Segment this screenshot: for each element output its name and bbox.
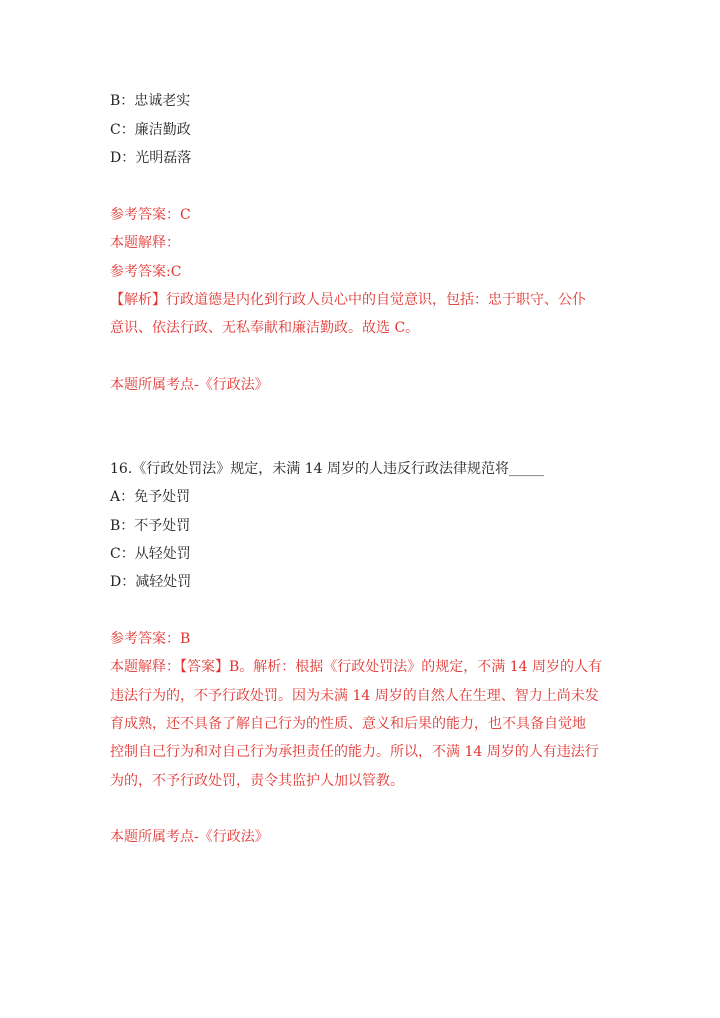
q15-answer: 参考答案：C xyxy=(110,207,191,223)
q15-explain-label: 本题解释： xyxy=(110,235,180,251)
q15-option-c: C：廉洁勤政 xyxy=(110,122,191,138)
q16-topic: 本题所属考点-《行政法》 xyxy=(110,829,269,845)
q16-explain-line-1: 本题解释：【答案】B。解析：根据《行政处罚法》的规定，不满 14 周岁的人有 xyxy=(110,659,603,675)
q15-analysis-line-1: 【解析】行政道德是内化到行政人员心中的自觉意识，包括：忠于职守、公仆 xyxy=(110,292,586,308)
q16-option-d: D：减轻处罚 xyxy=(110,574,192,590)
q16-option-b: B：不予处罚 xyxy=(110,518,191,534)
q15-option-b: B：忠诚老实 xyxy=(110,93,191,109)
q16-answer: 参考答案：B xyxy=(110,631,191,647)
q15-answer-repeat: 参考答案:C xyxy=(110,264,182,280)
q15-topic: 本题所属考点-《行政法》 xyxy=(110,377,269,393)
q16-explain-line-2: 违法行为的，不予行政处罚。因为未满 14 周岁的自然人在生理、智力上尚未发 xyxy=(110,688,599,704)
q16-question: 16.《行政处罚法》规定，未满 14 周岁的人违反行政法律规范将_____ xyxy=(110,461,544,477)
q16-option-c: C：从轻处罚 xyxy=(110,546,191,562)
q15-option-d: D：光明磊落 xyxy=(110,150,192,166)
q16-explain-line-4: 控制自己行为和对自己行为承担责任的能力。所以，不满 14 周岁的人有违法行 xyxy=(110,744,599,760)
q15-analysis-line-2: 意识、依法行政、无私奉献和廉洁勤政。故选 C。 xyxy=(110,320,420,336)
q16-explain-line-5: 为的，不予行政处罚，责令其监护人加以管教。 xyxy=(110,773,404,789)
q16-explain-line-3: 育成熟，还不具备了解自己行为的性质、意义和后果的能力，也不具备自觉地 xyxy=(110,716,586,732)
q16-option-a: A：免予处罚 xyxy=(110,489,191,505)
